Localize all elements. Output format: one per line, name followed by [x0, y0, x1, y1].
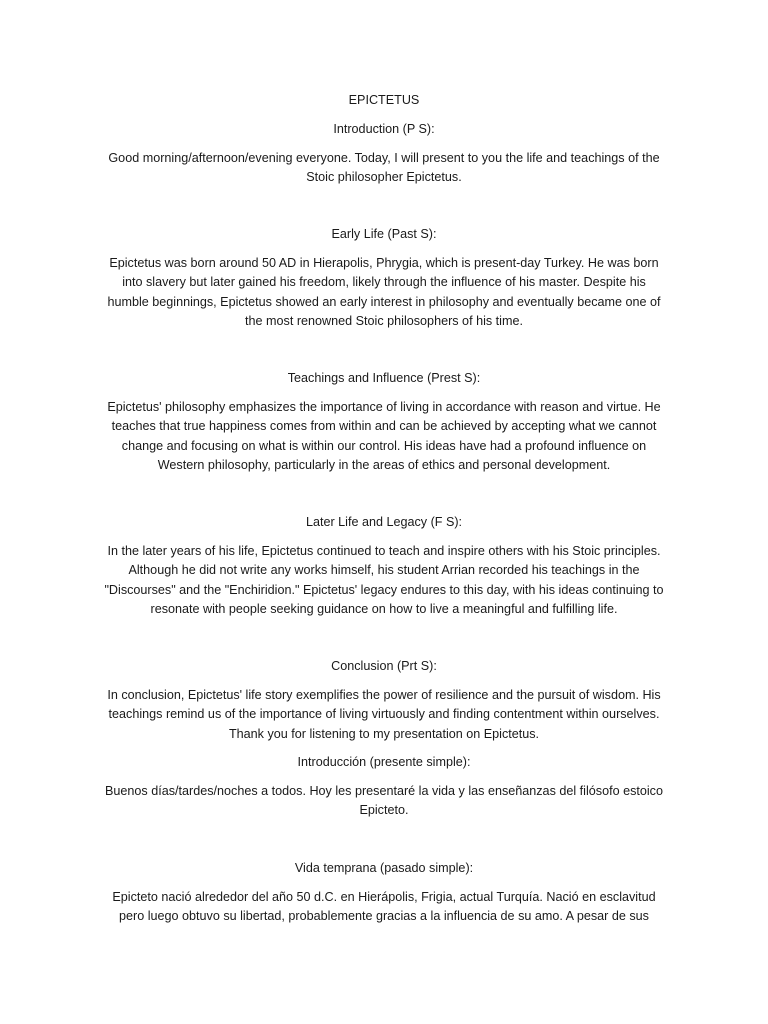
- section-heading-teachings: Teachings and Influence (Prest S):: [287, 371, 481, 386]
- document-title: EPICTETUS: [348, 93, 420, 107]
- section-heading-introduction: Introduction (P S):: [333, 121, 435, 136]
- section-paragraph-teachings: Epictetus' philosophy emphasizes the importance of living in accordance with reason and virtue. He teaches that true happiness comes from within and can be achieved by accepting what we cannot change and focusing on what is within our control. His ideas have had a profound influence on Western philosophy, particularly in the areas of ethics and personal development.: [107, 400, 661, 472]
- section-heading-early-life: Early Life (Past S):: [331, 227, 437, 242]
- section-heading-vida-temprana: Vida temprana (pasado simple):: [294, 860, 474, 875]
- section-spacer: [104, 830, 664, 859]
- section-spacer: [104, 629, 664, 658]
- section-spacer: [104, 341, 664, 370]
- section-heading-conclusion: Conclusion (Prt S):: [331, 659, 437, 674]
- section-paragraph-vida-temprana: Epicteto nació alrededor del año 50 d.C. en Hierápolis, Frigia, actual Turquía. Nació en esclavitud pero luego obtuvo su libertad, probablemente gracias a la influencia de su amo. A pesar de sus: [112, 889, 656, 923]
- section-paragraph-early-life: Epictetus was born around 50 AD in Hierapolis, Phrygia, which is present-day Turkey. He was born into slavery but later gained his freedom, likely through the influence of his master. Despite his humble beginnings, Epictetus showed an early interest in philosophy and eventually became one of the most renowned Stoic philosophers of his time.: [107, 256, 661, 328]
- section-paragraph-later-life: In the later years of his life, Epictetus continued to teach and inspire others with his Stoic principles. Although he did not write any works himself, his student Arrian recorded his teachings in the "Discourses" and the "Enchiridion." Epictetus' legacy endures to this day, with his ideas continuing to resonate with people seeking guidance on how to live a meaningful and fulfilling life.: [104, 544, 664, 616]
- section-paragraph-introduction: Good morning/afternoon/evening everyone. Today, I will present to you the life and teachings of the Stoic philosopher Epictetus.: [108, 150, 660, 184]
- section-spacer: [104, 485, 664, 514]
- section-heading-introduccion: Introducción (presente simple):: [297, 755, 471, 770]
- section-paragraph-introduccion: Buenos días/tardes/noches a todos. Hoy les presentaré la vida y las enseñanzas del filósofo estoico Epicteto.: [105, 784, 663, 818]
- section-paragraph-conclusion: In conclusion, Epictetus' life story exemplifies the power of resilience and the pursuit of wisdom. His teachings remind us of the importance of living virtuously and finding contentment within ourselves. Thank you for listening to my presentation on Epictetus.: [107, 688, 661, 741]
- section-spacer: [104, 197, 664, 226]
- document-body: [104, 91, 664, 936]
- section-heading-later-life: Later Life and Legacy (F S):: [305, 515, 463, 530]
